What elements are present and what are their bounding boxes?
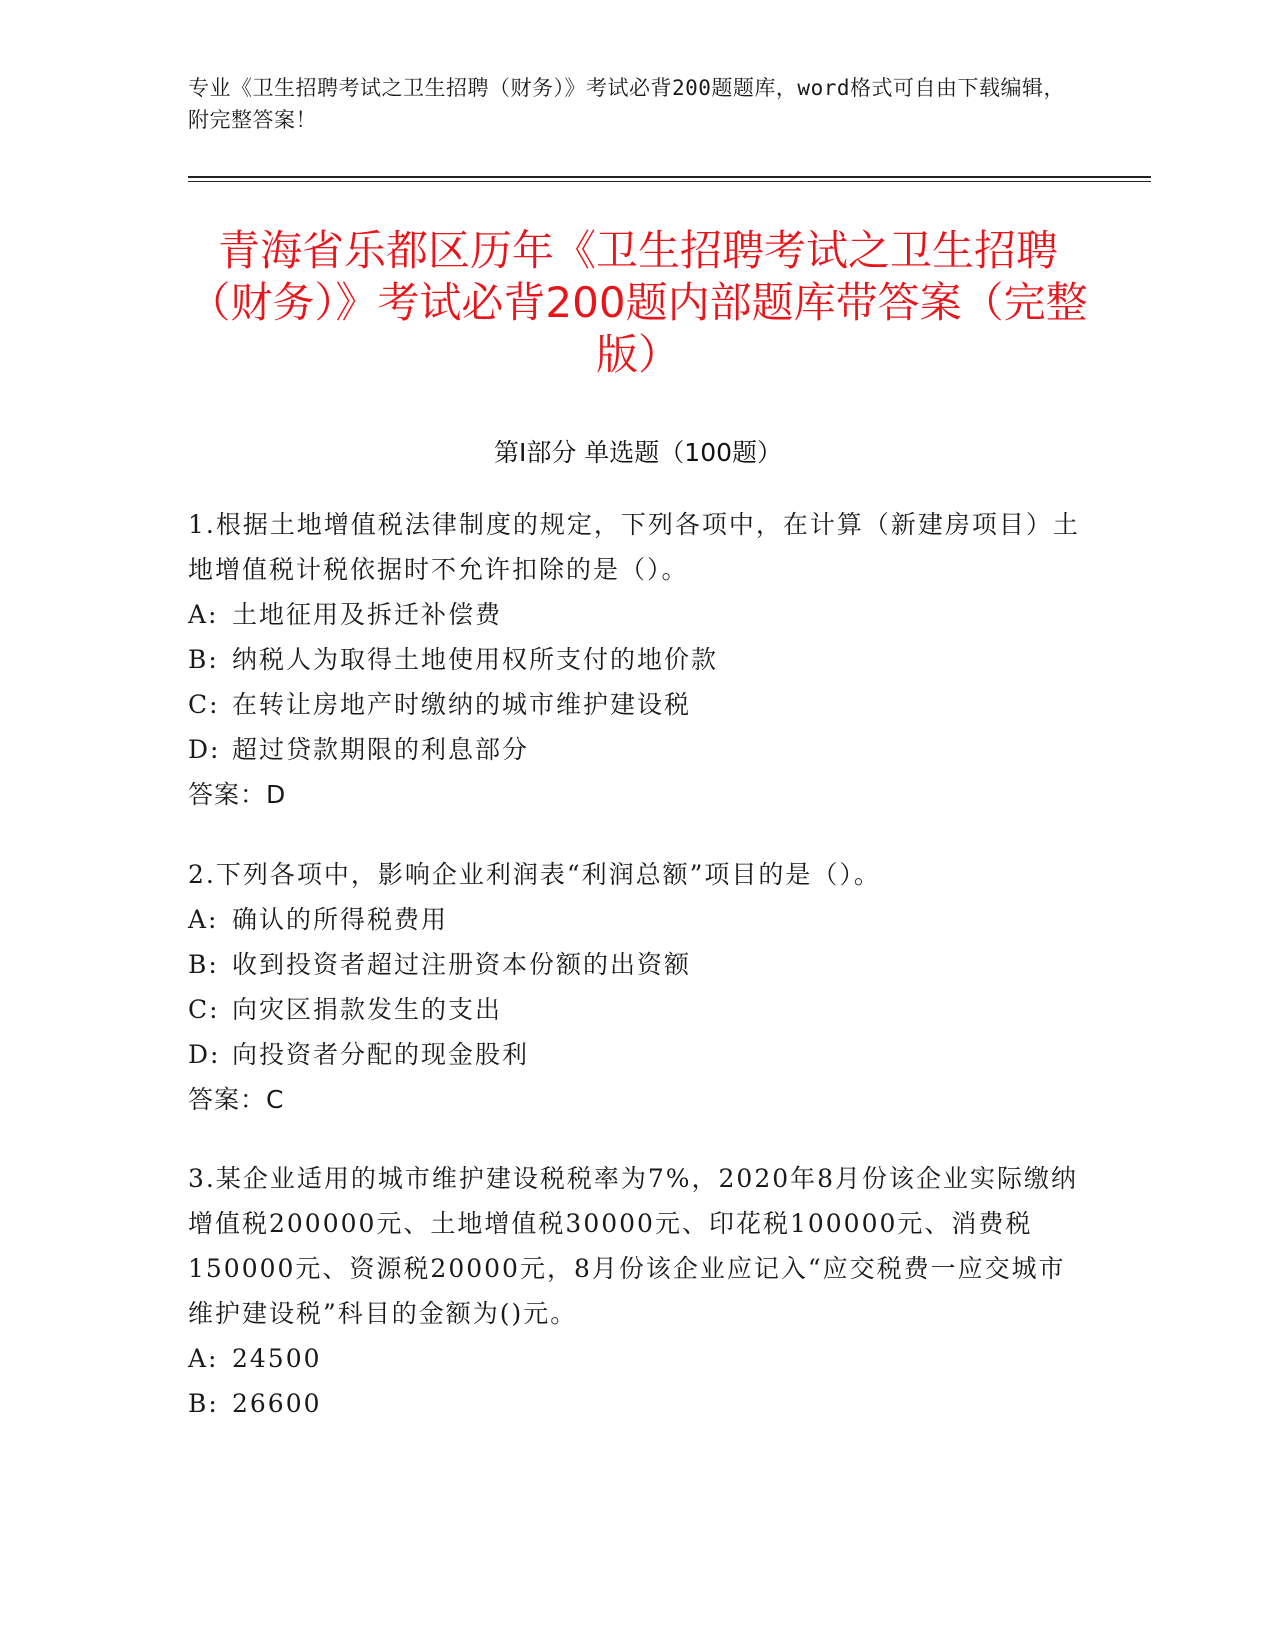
option-a bbox=[188, 897, 1088, 942]
option-b bbox=[188, 942, 1088, 987]
option-b bbox=[188, 1381, 1088, 1426]
question-3 bbox=[188, 1156, 1088, 1426]
question-stem: 1.根据土地增值税法律制度的规定，下列各项中，在计算（新建房项目）土地增值税计税依据时不允许扣除的是（）。 bbox=[188, 510, 1080, 584]
header-divider bbox=[188, 176, 1151, 178]
option-text: 在转让房地产时缴纳的城市维护建设税 bbox=[232, 690, 692, 719]
option-key: D: bbox=[188, 1040, 221, 1069]
option-text: 24500 bbox=[232, 1344, 322, 1373]
header-divider-thin bbox=[188, 181, 1151, 182]
header-note: 专业《卫生招聘考试之卫生招聘（财务）》考试必背200题题库，word格式可自由下载编辑，附完整答案！ bbox=[188, 76, 1065, 132]
option-d bbox=[188, 727, 1088, 772]
option-text: 收到投资者超过注册资本份额的出资额 bbox=[232, 950, 692, 979]
option-key: B: bbox=[188, 950, 219, 979]
option-text: 向灾区捐款发生的支出 bbox=[232, 995, 503, 1024]
option-key: B: bbox=[188, 1389, 219, 1418]
option-key: C: bbox=[188, 690, 220, 719]
option-text: 确认的所得税费用 bbox=[232, 905, 449, 934]
option-text: 26600 bbox=[232, 1389, 322, 1418]
option-key: A: bbox=[188, 905, 219, 934]
option-text: 土地征用及拆迁补偿费 bbox=[232, 600, 503, 629]
option-a bbox=[188, 1336, 1088, 1381]
option-key: A: bbox=[188, 1344, 219, 1373]
document-title: 青海省乐都区历年《卫生招聘考试之卫生招聘（财务）》考试必背200题内部题库带答案（完整版） bbox=[188, 226, 1088, 379]
question-stem: 3.某企业适用的城市维护建设税税率为7%，2020年8月份该企业实际缴纳增值税200000元、土地增值税30000元、印花税100000元、消费税150000元、资源税20000元，8月份该企业应记入“应交税费一应交城市维护建设税”科目的金额为()元。 bbox=[188, 1164, 1079, 1328]
question-1 bbox=[188, 502, 1088, 817]
option-a bbox=[188, 592, 1088, 637]
option-key: C: bbox=[188, 995, 220, 1024]
option-key: A: bbox=[188, 600, 219, 629]
option-text: 向投资者分配的现金股利 bbox=[232, 1040, 530, 1069]
option-c bbox=[188, 682, 1088, 727]
option-d bbox=[188, 1032, 1088, 1077]
option-c bbox=[188, 987, 1088, 1032]
question-stem: 2.下列各项中，影响企业利润表“利润总额”项目的是（）。 bbox=[188, 860, 881, 889]
option-text: 超过贷款期限的利息部分 bbox=[232, 735, 530, 764]
question-2 bbox=[188, 852, 1088, 1122]
section-title: 第Ⅰ部分 单选题（100题） bbox=[493, 438, 783, 467]
answer-line: 答案：D bbox=[188, 780, 287, 809]
answer-line: 答案：C bbox=[188, 1085, 285, 1114]
option-key: B: bbox=[188, 645, 219, 674]
option-key: D: bbox=[188, 735, 221, 764]
option-b bbox=[188, 637, 1088, 682]
option-text: 纳税人为取得土地使用权所支付的地价款 bbox=[232, 645, 719, 674]
